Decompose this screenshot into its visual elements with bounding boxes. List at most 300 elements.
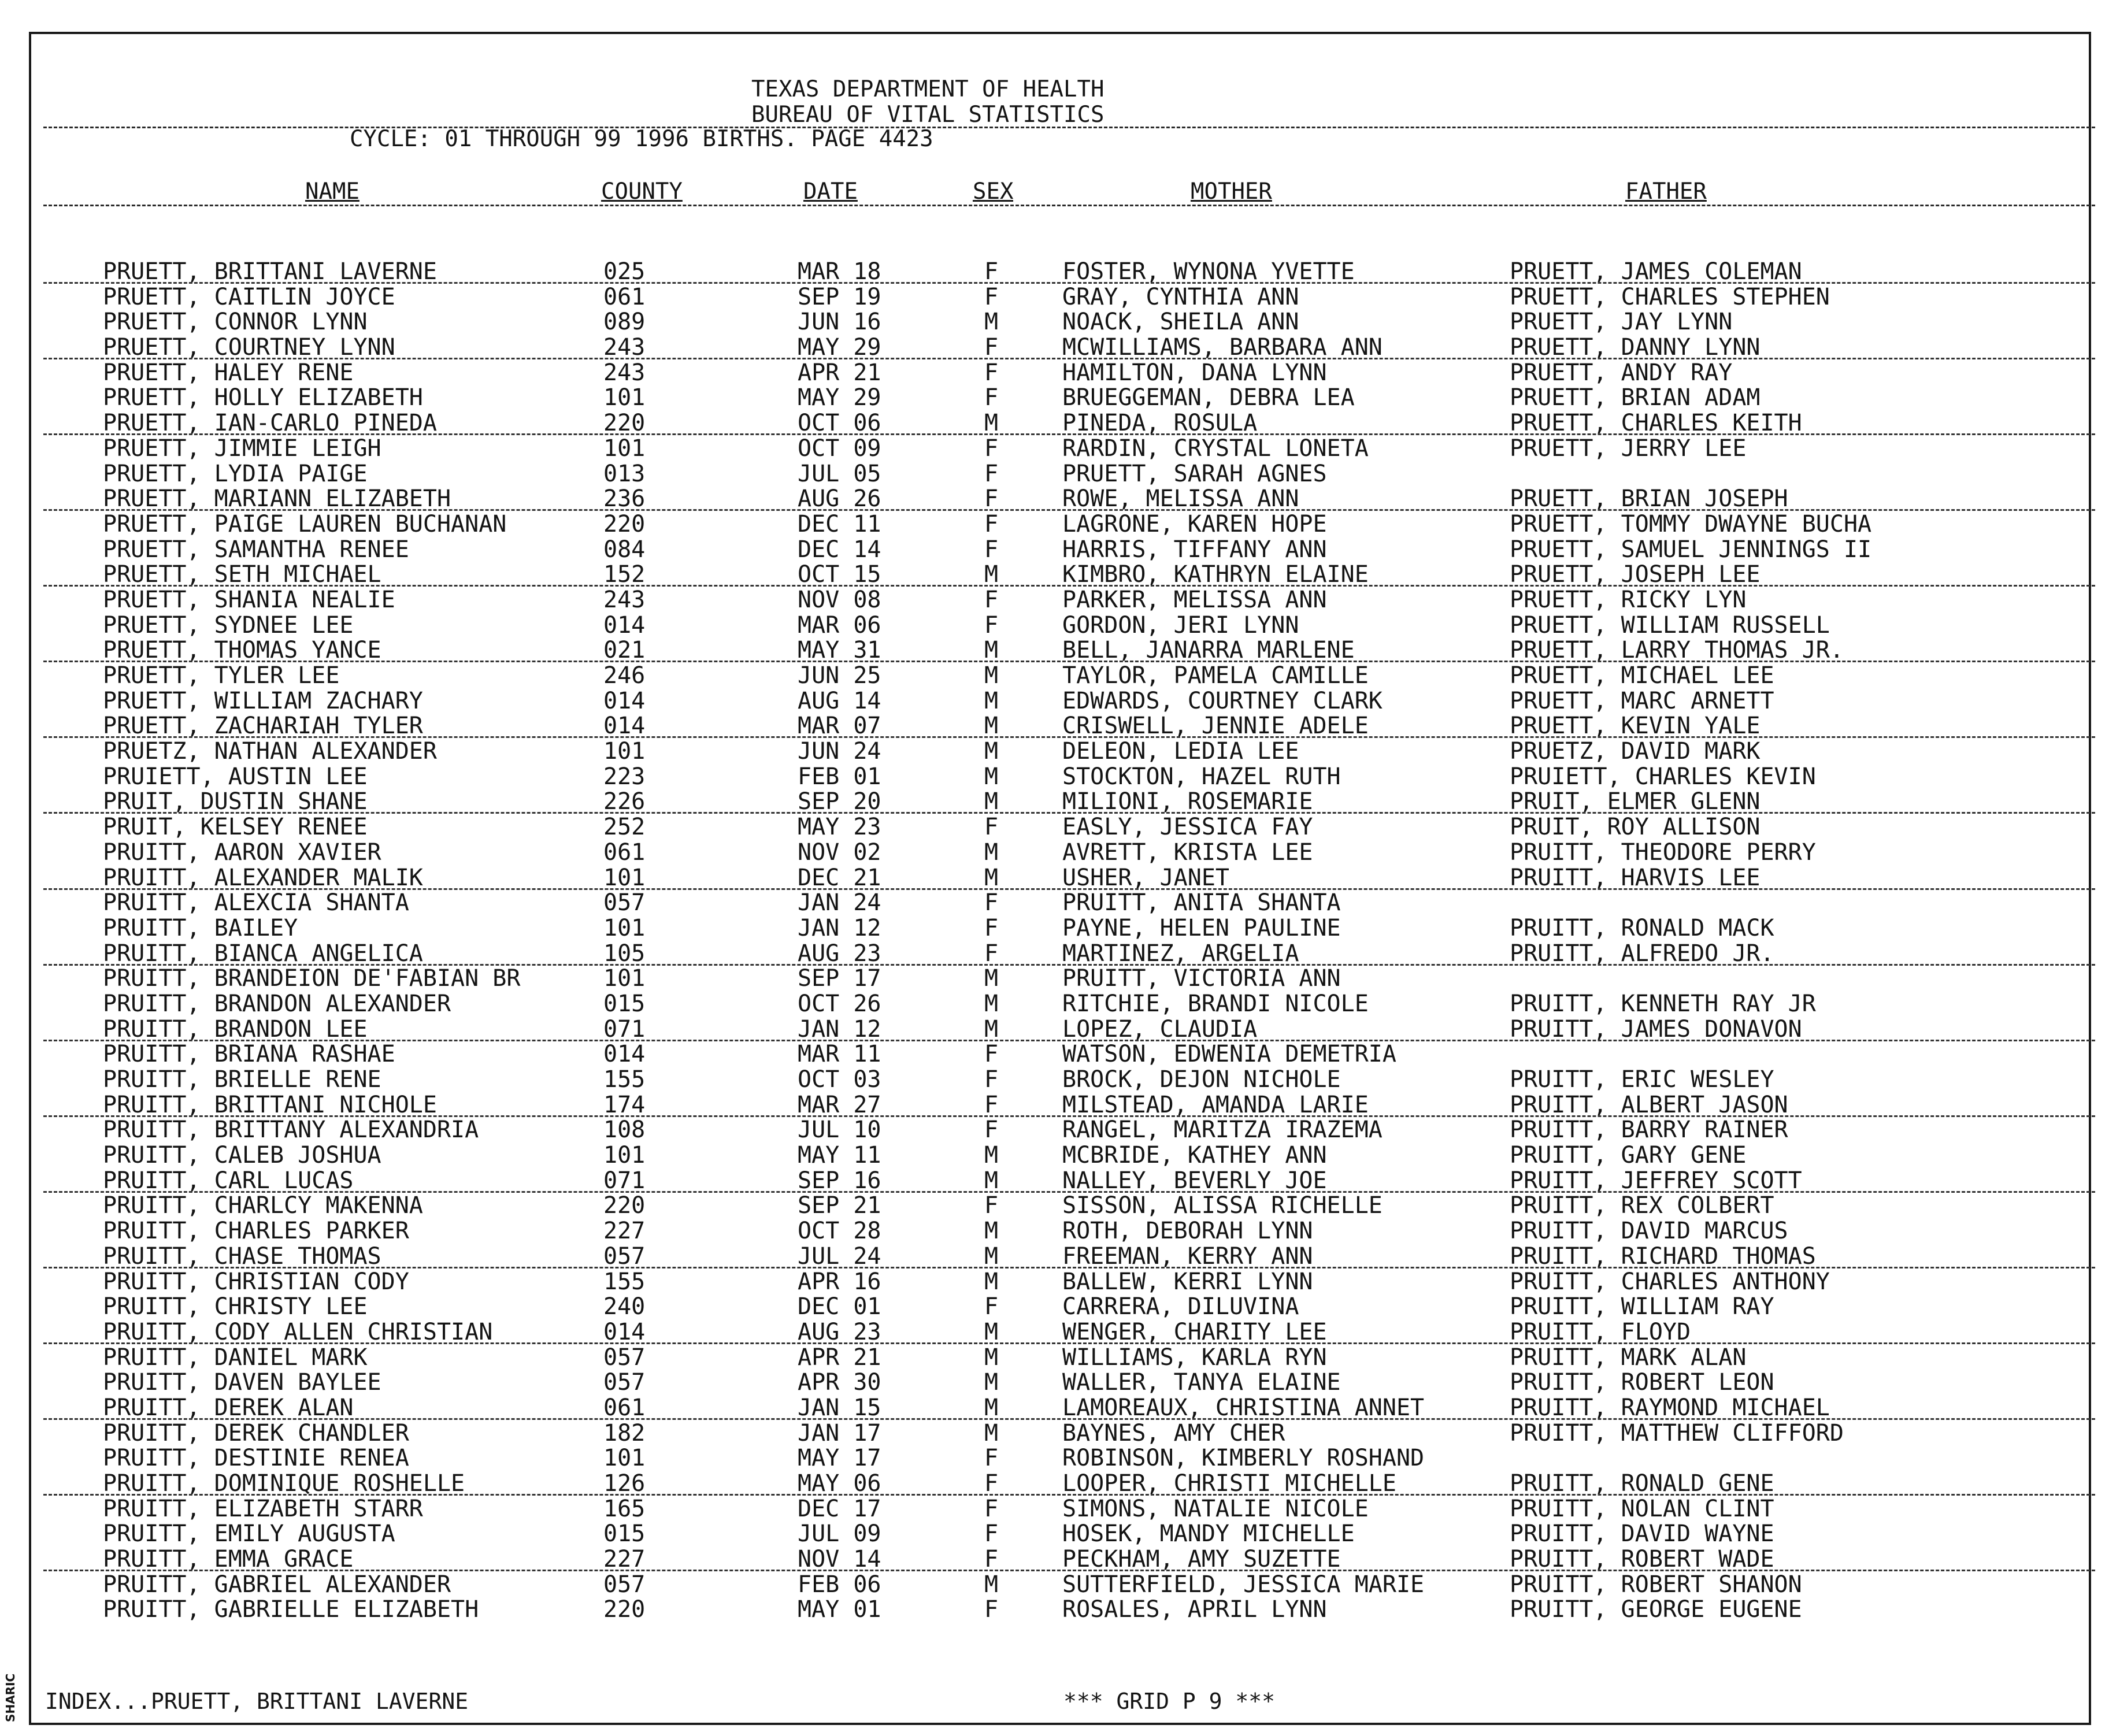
cell-date: DEC 01 bbox=[798, 1294, 881, 1320]
cell-mother: PINEDA, ROSULA bbox=[1062, 410, 1258, 436]
cell-mother: NALLEY, BEVERLY JOE bbox=[1062, 1167, 1327, 1193]
cell-county: 057 bbox=[603, 1344, 646, 1370]
table-row bbox=[0, 1345, 2120, 1370]
cell-county: 015 bbox=[603, 991, 646, 1017]
cell-mother: BELL, JANARRA MARLENE bbox=[1062, 637, 1355, 663]
cell-name: PRUITT, CHARLES PARKER bbox=[103, 1218, 409, 1244]
cell-county: 105 bbox=[603, 940, 646, 966]
cell-county: 182 bbox=[603, 1420, 646, 1446]
cell-sex: F bbox=[984, 284, 999, 310]
cell-name: PRUITT, CHARLCY MAKENNA bbox=[103, 1193, 423, 1219]
cell-sex: F bbox=[984, 915, 999, 941]
cell-mother: PARKER, MELISSA ANN bbox=[1062, 587, 1327, 613]
cell-name: PRUITT, ALEXANDER MALIK bbox=[103, 865, 423, 891]
cell-sex: M bbox=[984, 763, 999, 789]
row-separator bbox=[43, 585, 2095, 587]
cell-father: PRUITT, NOLAN CLINT bbox=[1510, 1496, 1774, 1522]
cell-county: 155 bbox=[603, 1268, 646, 1294]
table-row bbox=[0, 486, 2120, 511]
cell-sex: M bbox=[984, 1420, 999, 1446]
cell-sex: F bbox=[984, 612, 999, 638]
table-row bbox=[0, 1244, 2120, 1269]
cell-mother: GORDON, JERI LYNN bbox=[1062, 612, 1299, 638]
cell-mother: BROCK, DEJON NICHOLE bbox=[1062, 1067, 1341, 1092]
cell-date: MAY 29 bbox=[798, 385, 881, 411]
cell-date: AUG 26 bbox=[798, 486, 881, 512]
cell-name: PRUIT, DUSTIN SHANE bbox=[103, 789, 368, 815]
cell-sex: F bbox=[984, 335, 999, 361]
cell-father: PRUITT, BARRY RAINER bbox=[1510, 1117, 1788, 1143]
cell-mother: MILIONI, ROSEMARIE bbox=[1062, 789, 1313, 815]
cell-county: 021 bbox=[603, 637, 646, 663]
cell-date: DEC 17 bbox=[798, 1496, 881, 1522]
row-separator bbox=[43, 964, 2095, 966]
cell-county: 246 bbox=[603, 663, 646, 688]
row-separator bbox=[43, 888, 2095, 890]
header-bureau: BUREAU OF VITAL STATISTICS bbox=[751, 102, 1105, 128]
cell-date: SEP 19 bbox=[798, 284, 881, 310]
table-row bbox=[0, 511, 2120, 537]
cell-mother: ROSALES, APRIL LYNN bbox=[1062, 1597, 1327, 1623]
cell-county: 220 bbox=[603, 410, 646, 436]
cell-sex: M bbox=[984, 1167, 999, 1193]
cell-name: PRUETT, LYDIA PAIGE bbox=[103, 461, 368, 487]
cell-father: PRUITT, REX COLBERT bbox=[1510, 1193, 1774, 1219]
cell-county: 014 bbox=[603, 1319, 646, 1345]
cell-mother: WILLIAMS, KARLA RYN bbox=[1062, 1344, 1327, 1370]
cell-sex: F bbox=[984, 536, 999, 562]
cell-county: 061 bbox=[603, 1394, 646, 1420]
table-row bbox=[0, 1496, 2120, 1522]
cell-name: PRUITT, BRIANA RASHAE bbox=[103, 1041, 395, 1067]
cell-county: 089 bbox=[603, 309, 646, 335]
cell-mother: SISSON, ALISSA RICHELLE bbox=[1062, 1193, 1383, 1219]
row-separator bbox=[43, 1570, 2095, 1571]
cell-county: 243 bbox=[603, 359, 646, 385]
cell-mother: BRUEGGEMAN, DEBRA LEA bbox=[1062, 385, 1355, 411]
table-row bbox=[0, 1294, 2120, 1319]
cell-father: PRUETT, RICKY LYN bbox=[1510, 587, 1747, 613]
cell-mother: CRISWELL, JENNIE ADELE bbox=[1062, 713, 1369, 739]
cell-county: 101 bbox=[603, 435, 646, 461]
cell-mother: AVRETT, KRISTA LEE bbox=[1062, 839, 1313, 865]
cell-sex: M bbox=[984, 1394, 999, 1420]
table-row bbox=[0, 1193, 2120, 1218]
cell-date: AUG 23 bbox=[798, 1319, 881, 1345]
cell-name: PRUITT, BRITTANI NICHOLE bbox=[103, 1092, 437, 1118]
cell-date: MAY 29 bbox=[798, 335, 881, 361]
cell-date: APR 16 bbox=[798, 1268, 881, 1294]
cell-name: PRUETT, SYDNEE LEE bbox=[103, 612, 354, 638]
cell-date: APR 21 bbox=[798, 359, 881, 385]
cell-date: NOV 02 bbox=[798, 839, 881, 865]
cell-sex: M bbox=[984, 739, 999, 765]
cell-mother: USHER, JANET bbox=[1062, 865, 1229, 891]
table-row bbox=[0, 410, 2120, 436]
column-header-name: NAME bbox=[305, 179, 359, 205]
cell-father: PRUITT, FLOYD bbox=[1510, 1319, 1691, 1345]
row-separator bbox=[43, 661, 2095, 662]
cell-mother: RITCHIE, BRANDI NICOLE bbox=[1062, 991, 1369, 1017]
cell-county: 061 bbox=[603, 839, 646, 865]
cell-name: PRUETT, THOMAS YANCE bbox=[103, 637, 381, 663]
header-cycle: CYCLE: 01 THROUGH 99 1996 BIRTHS. PAGE 4423 bbox=[350, 127, 933, 152]
table-row bbox=[0, 966, 2120, 991]
cell-father: PRUITT, ROBERT WADE bbox=[1510, 1546, 1774, 1572]
cell-sex: M bbox=[984, 966, 999, 992]
cell-date: JAN 12 bbox=[798, 915, 881, 941]
cell-date: JUL 05 bbox=[798, 461, 881, 487]
cell-name: PRUITT, GABRIELLE ELIZABETH bbox=[103, 1597, 479, 1623]
cell-name: PRUITT, BRANDON ALEXANDER bbox=[103, 991, 451, 1017]
cell-mother: SUTTERFIELD, JESSICA MARIE bbox=[1062, 1571, 1425, 1597]
table-row bbox=[0, 461, 2120, 487]
cell-name: PRUETT, ZACHARIAH TYLER bbox=[103, 713, 423, 739]
cell-mother: FREEMAN, KERRY ANN bbox=[1062, 1243, 1313, 1269]
table-row bbox=[0, 1445, 2120, 1471]
row-separator bbox=[43, 282, 2095, 284]
cell-father: PRUIT, ROY ALLISON bbox=[1510, 814, 1761, 840]
cell-name: PRUITT, DEREK CHANDLER bbox=[103, 1420, 409, 1446]
cell-county: 220 bbox=[603, 1597, 646, 1623]
cell-mother: PECKHAM, AMY SUZETTE bbox=[1062, 1546, 1341, 1572]
cell-sex: F bbox=[984, 1521, 999, 1547]
cell-father: PRUITT, MATTHEW CLIFFORD bbox=[1510, 1420, 1844, 1446]
cell-name: PRUETT, HALEY RENE bbox=[103, 359, 354, 385]
cell-county: 061 bbox=[603, 284, 646, 310]
table-row bbox=[0, 562, 2120, 587]
cell-father: PRUITT, ROBERT SHANON bbox=[1510, 1571, 1802, 1597]
cell-sex: F bbox=[984, 1294, 999, 1320]
cell-sex: F bbox=[984, 1445, 999, 1471]
cell-name: PRUITT, CARL LUCAS bbox=[103, 1167, 354, 1193]
cell-date: JUN 25 bbox=[798, 663, 881, 688]
row-separator bbox=[43, 1418, 2095, 1420]
cell-sex: M bbox=[984, 1243, 999, 1269]
cell-date: JUN 24 bbox=[798, 739, 881, 765]
cell-county: 057 bbox=[603, 1571, 646, 1597]
side-label: SHARIC bbox=[3, 1673, 17, 1722]
cell-name: PRUIT, KELSEY RENEE bbox=[103, 814, 368, 840]
cell-date: MAR 27 bbox=[798, 1092, 881, 1118]
table-row bbox=[0, 764, 2120, 789]
cell-name: PRUITT, DESTINIE RENEA bbox=[103, 1445, 409, 1471]
cell-date: APR 30 bbox=[798, 1370, 881, 1396]
cell-name: PRUITT, EMMA GRACE bbox=[103, 1546, 354, 1572]
cell-father: PRUITT, ERIC WESLEY bbox=[1510, 1067, 1774, 1092]
column-header-father: FATHER bbox=[1625, 179, 1707, 205]
cell-sex: F bbox=[984, 461, 999, 487]
cell-sex: M bbox=[984, 1319, 999, 1345]
cell-father: PRUITT, GEORGE EUGENE bbox=[1510, 1597, 1802, 1623]
cell-date: MAY 23 bbox=[798, 814, 881, 840]
cell-father: PRUITT, ALFREDO JR. bbox=[1510, 940, 1774, 966]
table-row bbox=[0, 1370, 2120, 1395]
cell-date: DEC 11 bbox=[798, 511, 881, 537]
cell-sex: F bbox=[984, 940, 999, 966]
cell-name: PRUITT, BIANCA ANGELICA bbox=[103, 940, 423, 966]
cell-county: 236 bbox=[603, 486, 646, 512]
cell-date: JUL 24 bbox=[798, 1243, 881, 1269]
cell-mother: CARRERA, DILUVINA bbox=[1062, 1294, 1299, 1320]
cell-mother: LOOPER, CHRISTI MICHELLE bbox=[1062, 1471, 1396, 1496]
table-row bbox=[0, 587, 2120, 613]
cell-date: JAN 15 bbox=[798, 1394, 881, 1420]
cell-sex: F bbox=[984, 486, 999, 512]
table-row bbox=[0, 890, 2120, 915]
table-row bbox=[0, 941, 2120, 966]
row-separator bbox=[43, 358, 2095, 359]
cell-name: PRUITT, DOMINIQUE ROSHELLE bbox=[103, 1471, 465, 1496]
cell-sex: M bbox=[984, 663, 999, 688]
cell-name: PRUETT, TYLER LEE bbox=[103, 663, 340, 688]
row-separator bbox=[43, 736, 2095, 738]
cell-date: OCT 15 bbox=[798, 562, 881, 588]
cell-county: 014 bbox=[603, 713, 646, 739]
column-header-rule bbox=[43, 205, 2095, 206]
cell-father: PRUETT, SAMUEL JENNINGS II bbox=[1510, 536, 1872, 562]
table-row bbox=[0, 1546, 2120, 1572]
cell-county: 101 bbox=[603, 1143, 646, 1169]
cell-mother: EDWARDS, COURTNEY CLARK bbox=[1062, 688, 1383, 714]
cell-sex: M bbox=[984, 1571, 999, 1597]
cell-date: JAN 17 bbox=[798, 1420, 881, 1446]
cell-name: PRUITT, ELIZABETH STARR bbox=[103, 1496, 423, 1522]
cell-father: PRUITT, ALBERT JASON bbox=[1510, 1092, 1788, 1118]
cell-date: JAN 24 bbox=[798, 890, 881, 916]
column-header-mother: MOTHER bbox=[1191, 179, 1272, 205]
cell-name: PRUETT, SAMANTHA RENEE bbox=[103, 536, 409, 562]
cell-father: PRUETT, CHARLES KEITH bbox=[1510, 410, 1802, 436]
cell-father: PRUETT, CHARLES STEPHEN bbox=[1510, 284, 1830, 310]
cell-mother: ROTH, DEBORAH LYNN bbox=[1062, 1218, 1313, 1244]
cell-date: OCT 26 bbox=[798, 991, 881, 1017]
cell-sex: F bbox=[984, 511, 999, 537]
cell-county: 152 bbox=[603, 562, 646, 588]
cell-sex: M bbox=[984, 1268, 999, 1294]
cell-name: PRUITT, BRIELLE RENE bbox=[103, 1067, 381, 1092]
cell-sex: M bbox=[984, 637, 999, 663]
table-row bbox=[0, 663, 2120, 688]
cell-name: PRUITT, CHRISTY LEE bbox=[103, 1294, 368, 1320]
cell-date: JUL 10 bbox=[798, 1117, 881, 1143]
cell-sex: F bbox=[984, 1092, 999, 1118]
cell-name: PRUETT, CONNOR LYNN bbox=[103, 309, 368, 335]
table-row bbox=[0, 1319, 2120, 1345]
cell-sex: M bbox=[984, 1370, 999, 1396]
cell-sex: M bbox=[984, 1016, 999, 1042]
table-row bbox=[0, 537, 2120, 562]
cell-name: PRUETT, MARIANN ELIZABETH bbox=[103, 486, 451, 512]
cell-county: 220 bbox=[603, 511, 646, 537]
cell-sex: F bbox=[984, 435, 999, 461]
cell-father: PRUITT, RICHARD THOMAS bbox=[1510, 1243, 1816, 1269]
cell-father: PRUETT, TOMMY DWAYNE BUCHA bbox=[1510, 511, 1872, 537]
cell-mother: BALLEW, KERRI LYNN bbox=[1062, 1268, 1313, 1294]
cell-county: 071 bbox=[603, 1016, 646, 1042]
cell-mother: FOSTER, WYNONA YVETTE bbox=[1062, 259, 1355, 284]
cell-mother: PRUETT, SARAH AGNES bbox=[1062, 461, 1327, 487]
table-row bbox=[0, 814, 2120, 840]
cell-sex: M bbox=[984, 688, 999, 714]
cell-sex: M bbox=[984, 1218, 999, 1244]
cell-name: PRUETT, WILLIAM ZACHARY bbox=[103, 688, 423, 714]
cell-date: OCT 09 bbox=[798, 435, 881, 461]
cell-father: PRUITT, THEODORE PERRY bbox=[1510, 839, 1816, 865]
cell-date: AUG 14 bbox=[798, 688, 881, 714]
table-row bbox=[0, 1041, 2120, 1067]
table-row bbox=[0, 613, 2120, 638]
cell-county: 227 bbox=[603, 1546, 646, 1572]
cell-date: DEC 21 bbox=[798, 865, 881, 891]
table-row bbox=[0, 385, 2120, 410]
table-row bbox=[0, 1017, 2120, 1042]
table-row bbox=[0, 1092, 2120, 1118]
cell-mother: HOSEK, MANDY MICHELLE bbox=[1062, 1521, 1355, 1547]
row-separator bbox=[43, 509, 2095, 511]
cell-mother: MCBRIDE, KATHEY ANN bbox=[1062, 1143, 1327, 1169]
cell-date: NOV 14 bbox=[798, 1546, 881, 1572]
column-header-sex: SEX bbox=[973, 179, 1014, 205]
cell-date: MAR 18 bbox=[798, 259, 881, 284]
cell-name: PRUITT, GABRIEL ALEXANDER bbox=[103, 1571, 451, 1597]
cell-county: 013 bbox=[603, 461, 646, 487]
cell-father: PRUITT, RONALD MACK bbox=[1510, 915, 1774, 941]
cell-county: 084 bbox=[603, 536, 646, 562]
cell-name: PRUITT, BRANDON LEE bbox=[103, 1016, 368, 1042]
cell-mother: RARDIN, CRYSTAL LONETA bbox=[1062, 435, 1369, 461]
cell-sex: F bbox=[984, 1117, 999, 1143]
cell-county: 108 bbox=[603, 1117, 646, 1143]
row-separator bbox=[43, 812, 2095, 814]
row-separator bbox=[43, 1494, 2095, 1496]
cell-date: MAR 07 bbox=[798, 713, 881, 739]
cell-county: 155 bbox=[603, 1067, 646, 1092]
cell-county: 057 bbox=[603, 1243, 646, 1269]
table-row bbox=[0, 1117, 2120, 1143]
cell-date: SEP 20 bbox=[798, 789, 881, 815]
cell-date: FEB 06 bbox=[798, 1571, 881, 1597]
cell-father: PRUIETT, CHARLES KEVIN bbox=[1510, 763, 1816, 789]
cell-county: 101 bbox=[603, 1445, 646, 1471]
cell-county: 252 bbox=[603, 814, 646, 840]
cell-name: PRUITT, CALEB JOSHUA bbox=[103, 1143, 381, 1169]
cell-father: PRUETT, MARC ARNETT bbox=[1510, 688, 1774, 714]
cell-father: PRUITT, GARY GENE bbox=[1510, 1143, 1747, 1169]
cell-father: PRUETT, KEVIN YALE bbox=[1510, 713, 1761, 739]
cell-sex: F bbox=[984, 890, 999, 916]
cell-father: PRUITT, HARVIS LEE bbox=[1510, 865, 1761, 891]
row-separator bbox=[43, 1040, 2095, 1041]
cell-date: AUG 23 bbox=[798, 940, 881, 966]
table-row bbox=[0, 1143, 2120, 1168]
cell-name: PRUITT, AARON XAVIER bbox=[103, 839, 381, 865]
table-row bbox=[0, 1471, 2120, 1496]
cell-father: PRUETT, JERRY LEE bbox=[1510, 435, 1747, 461]
cell-mother: EASLY, JESSICA FAY bbox=[1062, 814, 1313, 840]
table-row bbox=[0, 688, 2120, 714]
cell-county: 101 bbox=[603, 385, 646, 411]
cell-mother: RANGEL, MARITZA IRAZEMA bbox=[1062, 1117, 1383, 1143]
table-row bbox=[0, 436, 2120, 461]
cell-sex: M bbox=[984, 1143, 999, 1169]
cell-father: PRUIT, ELMER GLENN bbox=[1510, 789, 1761, 815]
table-row bbox=[0, 915, 2120, 941]
cell-county: 014 bbox=[603, 612, 646, 638]
cell-father: PRUITT, WILLIAM RAY bbox=[1510, 1294, 1774, 1320]
cell-name: PRUETT, PAIGE LAUREN BUCHANAN bbox=[103, 511, 507, 537]
cell-county: 220 bbox=[603, 1193, 646, 1219]
table-row bbox=[0, 259, 2120, 284]
cell-name: PRUETT, SETH MICHAEL bbox=[103, 562, 381, 588]
cell-sex: F bbox=[984, 1471, 999, 1496]
cell-date: OCT 03 bbox=[798, 1067, 881, 1092]
cell-mother: PAYNE, HELEN PAULINE bbox=[1062, 915, 1341, 941]
cell-date: MAY 06 bbox=[798, 1471, 881, 1496]
cell-county: 071 bbox=[603, 1167, 646, 1193]
cell-date: OCT 28 bbox=[798, 1218, 881, 1244]
cell-sex: F bbox=[984, 1546, 999, 1572]
cell-sex: M bbox=[984, 562, 999, 588]
cell-father: PRUETT, MICHAEL LEE bbox=[1510, 663, 1774, 688]
cell-sex: F bbox=[984, 1193, 999, 1219]
cell-date: APR 21 bbox=[798, 1344, 881, 1370]
cell-sex: M bbox=[984, 410, 999, 436]
cell-county: 015 bbox=[603, 1521, 646, 1547]
cell-father: PRUETT, ANDY RAY bbox=[1510, 359, 1733, 385]
cell-name: PRUIETT, AUSTIN LEE bbox=[103, 763, 368, 789]
cell-mother: MCWILLIAMS, BARBARA ANN bbox=[1062, 335, 1383, 361]
cell-date: MAR 11 bbox=[798, 1041, 881, 1067]
cell-date: FEB 01 bbox=[798, 763, 881, 789]
column-header-date: DATE bbox=[803, 179, 858, 205]
table-row bbox=[0, 309, 2120, 335]
cell-mother: MILSTEAD, AMANDA LARIE bbox=[1062, 1092, 1369, 1118]
table-row bbox=[0, 840, 2120, 865]
cell-mother: ROWE, MELISSA ANN bbox=[1062, 486, 1299, 512]
cell-father: PRUITT, DAVID MARCUS bbox=[1510, 1218, 1788, 1244]
cell-mother: GRAY, CYNTHIA ANN bbox=[1062, 284, 1299, 310]
cell-mother: NOACK, SHEILA ANN bbox=[1062, 309, 1299, 335]
cell-father: PRUETT, JOSEPH LEE bbox=[1510, 562, 1761, 588]
cell-county: 057 bbox=[603, 890, 646, 916]
cell-father: PRUITT, JAMES DONAVON bbox=[1510, 1016, 1802, 1042]
cell-mother: MARTINEZ, ARGELIA bbox=[1062, 940, 1299, 966]
cell-mother: HARRIS, TIFFANY ANN bbox=[1062, 536, 1327, 562]
cell-father: PRUETT, BRIAN JOSEPH bbox=[1510, 486, 1788, 512]
cell-sex: F bbox=[984, 814, 999, 840]
table-row bbox=[0, 1218, 2120, 1244]
cell-name: PRUITT, BRANDEION DE'FABIAN BR bbox=[103, 966, 521, 992]
table-row bbox=[0, 1067, 2120, 1092]
cell-father: PRUITT, JEFFREY SCOTT bbox=[1510, 1167, 1802, 1193]
cell-sex: F bbox=[984, 1496, 999, 1522]
table-row bbox=[0, 1521, 2120, 1546]
column-header-county: COUNTY bbox=[601, 179, 683, 205]
cell-county: 165 bbox=[603, 1496, 646, 1522]
table-row bbox=[0, 1395, 2120, 1420]
cell-mother: WENGER, CHARITY LEE bbox=[1062, 1319, 1327, 1345]
cell-father: PRUITT, DAVID WAYNE bbox=[1510, 1521, 1774, 1547]
cell-father: PRUETZ, DAVID MARK bbox=[1510, 739, 1761, 765]
cell-sex: F bbox=[984, 1067, 999, 1092]
cell-county: 101 bbox=[603, 865, 646, 891]
cell-sex: M bbox=[984, 865, 999, 891]
cell-date: SEP 21 bbox=[798, 1193, 881, 1219]
cell-mother: BAYNES, AMY CHER bbox=[1062, 1420, 1285, 1446]
table-row bbox=[0, 335, 2120, 360]
cell-sex: M bbox=[984, 1344, 999, 1370]
